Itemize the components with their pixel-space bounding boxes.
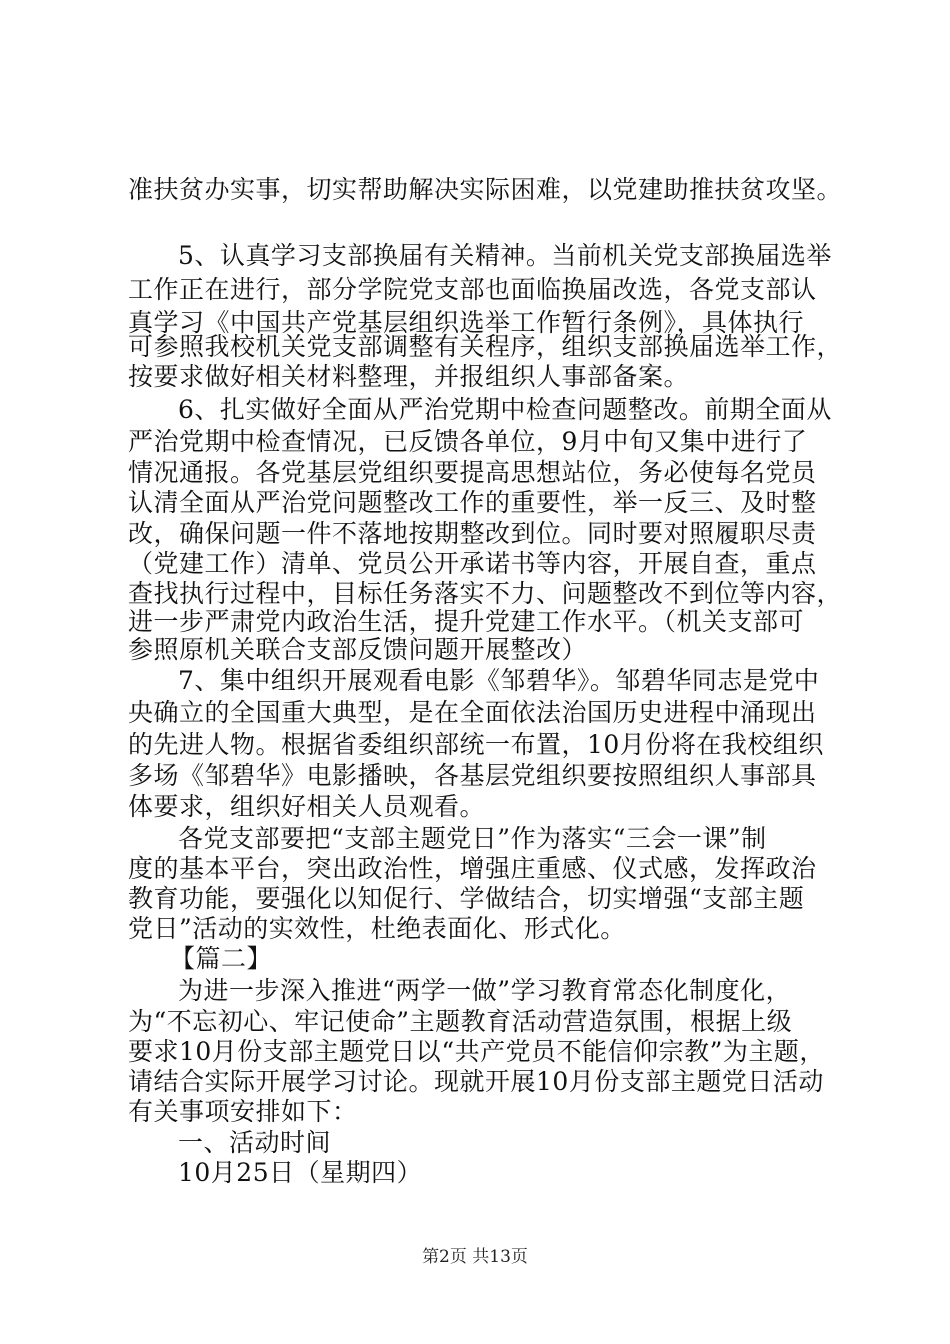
- text-line: 真学习《中国共产党基层组织选举工作暂行条例》，具体执行: [128, 308, 805, 337]
- text-line: 按要求做好相关材料整理，并报组织人事部备案。: [128, 362, 690, 391]
- text-line: 10月25日（星期四）: [178, 1158, 423, 1187]
- text-line: 准扶贫办实事，切实帮助解决实际困难，以党建助推扶贫攻坚。: [128, 175, 843, 204]
- text-line: （党建工作）清单、党员公开承诺书等内容，开展自查，重点: [128, 549, 817, 578]
- text-line: 要求10月份支部主题党日以“共产党员不能信仰宗教”为主题，: [128, 1037, 825, 1066]
- text-line: 参照原机关联合支部反馈问题开展整改）: [128, 635, 588, 664]
- text-line: 多场《邹碧华》电影播映，各基层党组织要按照组织人事部具: [128, 761, 817, 790]
- text-line: 工作正在进行，部分学院党支部也面临换届改选，各党支部认: [128, 275, 817, 304]
- text-line: 7、集中组织开展观看电影《邹碧华》。邹碧华同志是党中: [178, 666, 820, 695]
- text-line: 教育功能，要强化以知促行、学做结合，切实增强“支部主题: [128, 884, 805, 913]
- text-line: 查找执行过程中，目标任务落实不力、问题整改不到位等内容，: [128, 579, 843, 608]
- page-footer: 第2页 共13页: [422, 1247, 528, 1267]
- text-line: 6、扎实做好全面从严治党期中检查问题整改。前期全面从: [178, 395, 832, 424]
- section-heading: 【篇二】: [170, 944, 273, 973]
- text-line: 进一步严肃党内政治生活，提升党建工作水平。（机关支部可: [128, 607, 805, 636]
- text-line: 情况通报。各党基层党组织要提高思想站位，务必使每名党员: [128, 458, 817, 487]
- text-line: 认清全面从严治党问题整改工作的重要性，举一反三、及时整: [128, 488, 817, 517]
- text-line: 为“不忘初心、牢记使命”主题教育活动营造氛围，根据上级: [128, 1007, 793, 1036]
- text-line: 改，确保问题一件不落地按期整改到位。同时要对照履职尽责: [128, 519, 817, 548]
- text-line: 各党支部要把“支部主题党日”作为落实“三会一课”制: [178, 824, 767, 853]
- text-line: 为进一步深入推进“两学一做”学习教育常态化制度化，: [178, 976, 792, 1005]
- subsection-heading: 一、活动时间: [178, 1128, 332, 1157]
- text-line: 央确立的全国重大典型，是在全面依法治国历史进程中涌现出: [128, 698, 817, 727]
- text-line: 度的基本平台，突出政治性，增强庄重感、仪式感，发挥政治: [128, 854, 817, 883]
- text-line: 严治党期中检查情况，已反馈各单位，9月中旬又集中进行了: [128, 427, 808, 456]
- text-line: 有关事项安排如下：: [128, 1097, 358, 1126]
- text-line: 的先进人物。根据省委组织部统一布置，10月份将在我校组织: [128, 730, 824, 759]
- text-line: 请结合实际开展学习讨论。现就开展10月份支部主题党日活动: [128, 1067, 824, 1096]
- text-line: 5、认真学习支部换届有关精神。当前机关党支部换届选举: [178, 241, 832, 270]
- text-line: 可参照我校机关党支部调整有关程序，组织支部换届选举工作，: [128, 332, 843, 361]
- text-line: 党日”活动的实效性，杜绝表面化、形式化。: [128, 914, 626, 943]
- text-line: 体要求，组织好相关人员观看。: [128, 792, 486, 821]
